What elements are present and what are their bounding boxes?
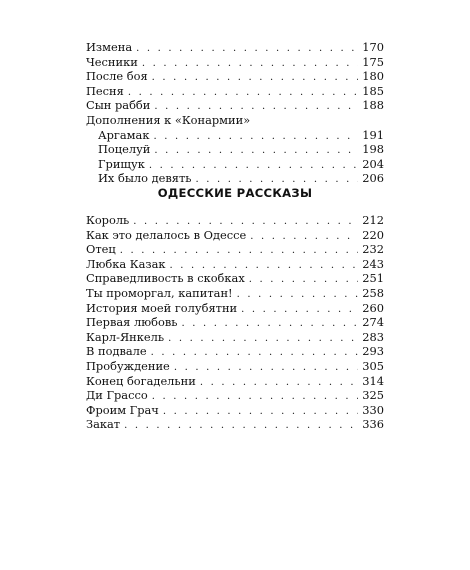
appendix-heading-row [86,113,384,128]
entry-page: 274 [362,315,384,330]
entry-title: Поцелуй [98,142,151,157]
toc-entry [86,242,384,257]
toc-section-one [86,40,384,186]
dot-leader [128,86,358,101]
dot-leader [154,144,358,159]
dot-leader [200,376,358,391]
entry-page: 170 [362,40,384,54]
toc-entry [86,271,384,286]
dot-leader [152,390,358,405]
entry-title: Ты проморгал, капитан! [86,285,233,300]
entry-title: Аргамак [98,127,150,142]
dot-leader [250,230,358,245]
entry-title: После боя [86,69,148,84]
entry-title: Карл-Янкель [86,329,165,344]
toc-entry [86,417,384,432]
entry-title: Конец богадельни [86,373,196,388]
toc-entry [86,171,384,186]
dot-leader [152,71,358,86]
entry-title: В подвале [86,344,147,359]
toc-entry [86,257,384,272]
toc-entry [86,315,384,330]
toc-entry [86,359,384,374]
toc-entry [86,330,384,345]
toc-entry [86,84,384,99]
entry-page: 188 [362,98,384,113]
entry-title: Измена [86,40,133,54]
toc-entry [86,128,384,143]
toc-section-two [86,213,384,432]
dot-leader [168,332,358,347]
dot-leader [151,346,358,361]
entry-title: Их было девять [98,171,192,186]
entry-page: 206 [362,171,384,186]
entry-title: История моей голубятни [86,300,238,315]
dot-leader [136,42,358,57]
dot-leader [249,273,358,288]
entry-title: Справедливость в скобках [86,271,245,286]
toc-entry [86,286,384,301]
entry-page: 191 [362,127,384,142]
entry-title: Любка Казак [86,256,166,271]
entry-page: 325 [362,388,384,403]
dot-leader [142,57,358,72]
dot-leader [241,303,358,318]
entry-page: 212 [362,213,384,227]
dot-leader [163,405,358,420]
entry-title: Первая любовь [86,315,178,330]
entry-page: 198 [362,142,384,157]
entry-page: 180 [362,69,384,84]
dot-leader [124,419,358,434]
entry-title: Отец [86,242,116,257]
dot-leader [174,361,358,376]
section-heading: ОДЕССКИЕ РАССКАЗЫ [157,186,313,200]
dot-leader [153,130,358,145]
entry-title: Грищук [98,156,145,171]
entry-page: 260 [362,300,384,315]
entry-page: 220 [362,227,384,242]
entry-page: 283 [362,329,384,344]
entry-title: Фроим Грач [86,402,159,417]
toc-entry [86,228,384,243]
entry-title: Как это делалось в Одессе [86,227,247,242]
entry-page: 243 [362,256,384,271]
entry-title: Сын рабби [86,98,151,113]
toc-entry [86,344,384,359]
toc-entry [86,40,384,55]
toc-entry [86,98,384,113]
entry-title: Чесники [86,54,138,69]
toc-entry [86,403,384,418]
appendix-heading: Дополнения к «Конармии» [86,112,251,127]
toc-entry [86,142,384,157]
toc-entry [86,157,384,172]
entry-page: 314 [362,373,384,388]
toc-entry [86,69,384,84]
toc-entry [86,55,384,70]
entry-page: 204 [362,156,384,171]
toc-entry [86,388,384,403]
toc-entry [86,374,384,389]
dot-leader [181,317,358,332]
toc-entry [86,301,384,316]
entry-page: 330 [362,402,384,417]
entry-title: Закат [86,417,121,432]
entry-page: 305 [362,358,384,373]
entry-title: Ди Грассо [86,388,148,403]
entry-page: 258 [362,285,384,300]
dot-leader [237,288,358,303]
entry-title: Король [86,213,130,227]
toc-entry [86,213,384,228]
entry-title: Пробуждение [86,358,170,373]
entry-page: 293 [362,344,384,359]
entry-page: 336 [362,417,384,432]
entry-title: Песня [86,83,124,98]
entry-page: 232 [362,242,384,257]
entry-page: 185 [362,83,384,98]
entry-page: 251 [362,271,384,286]
entry-page: 175 [362,54,384,69]
